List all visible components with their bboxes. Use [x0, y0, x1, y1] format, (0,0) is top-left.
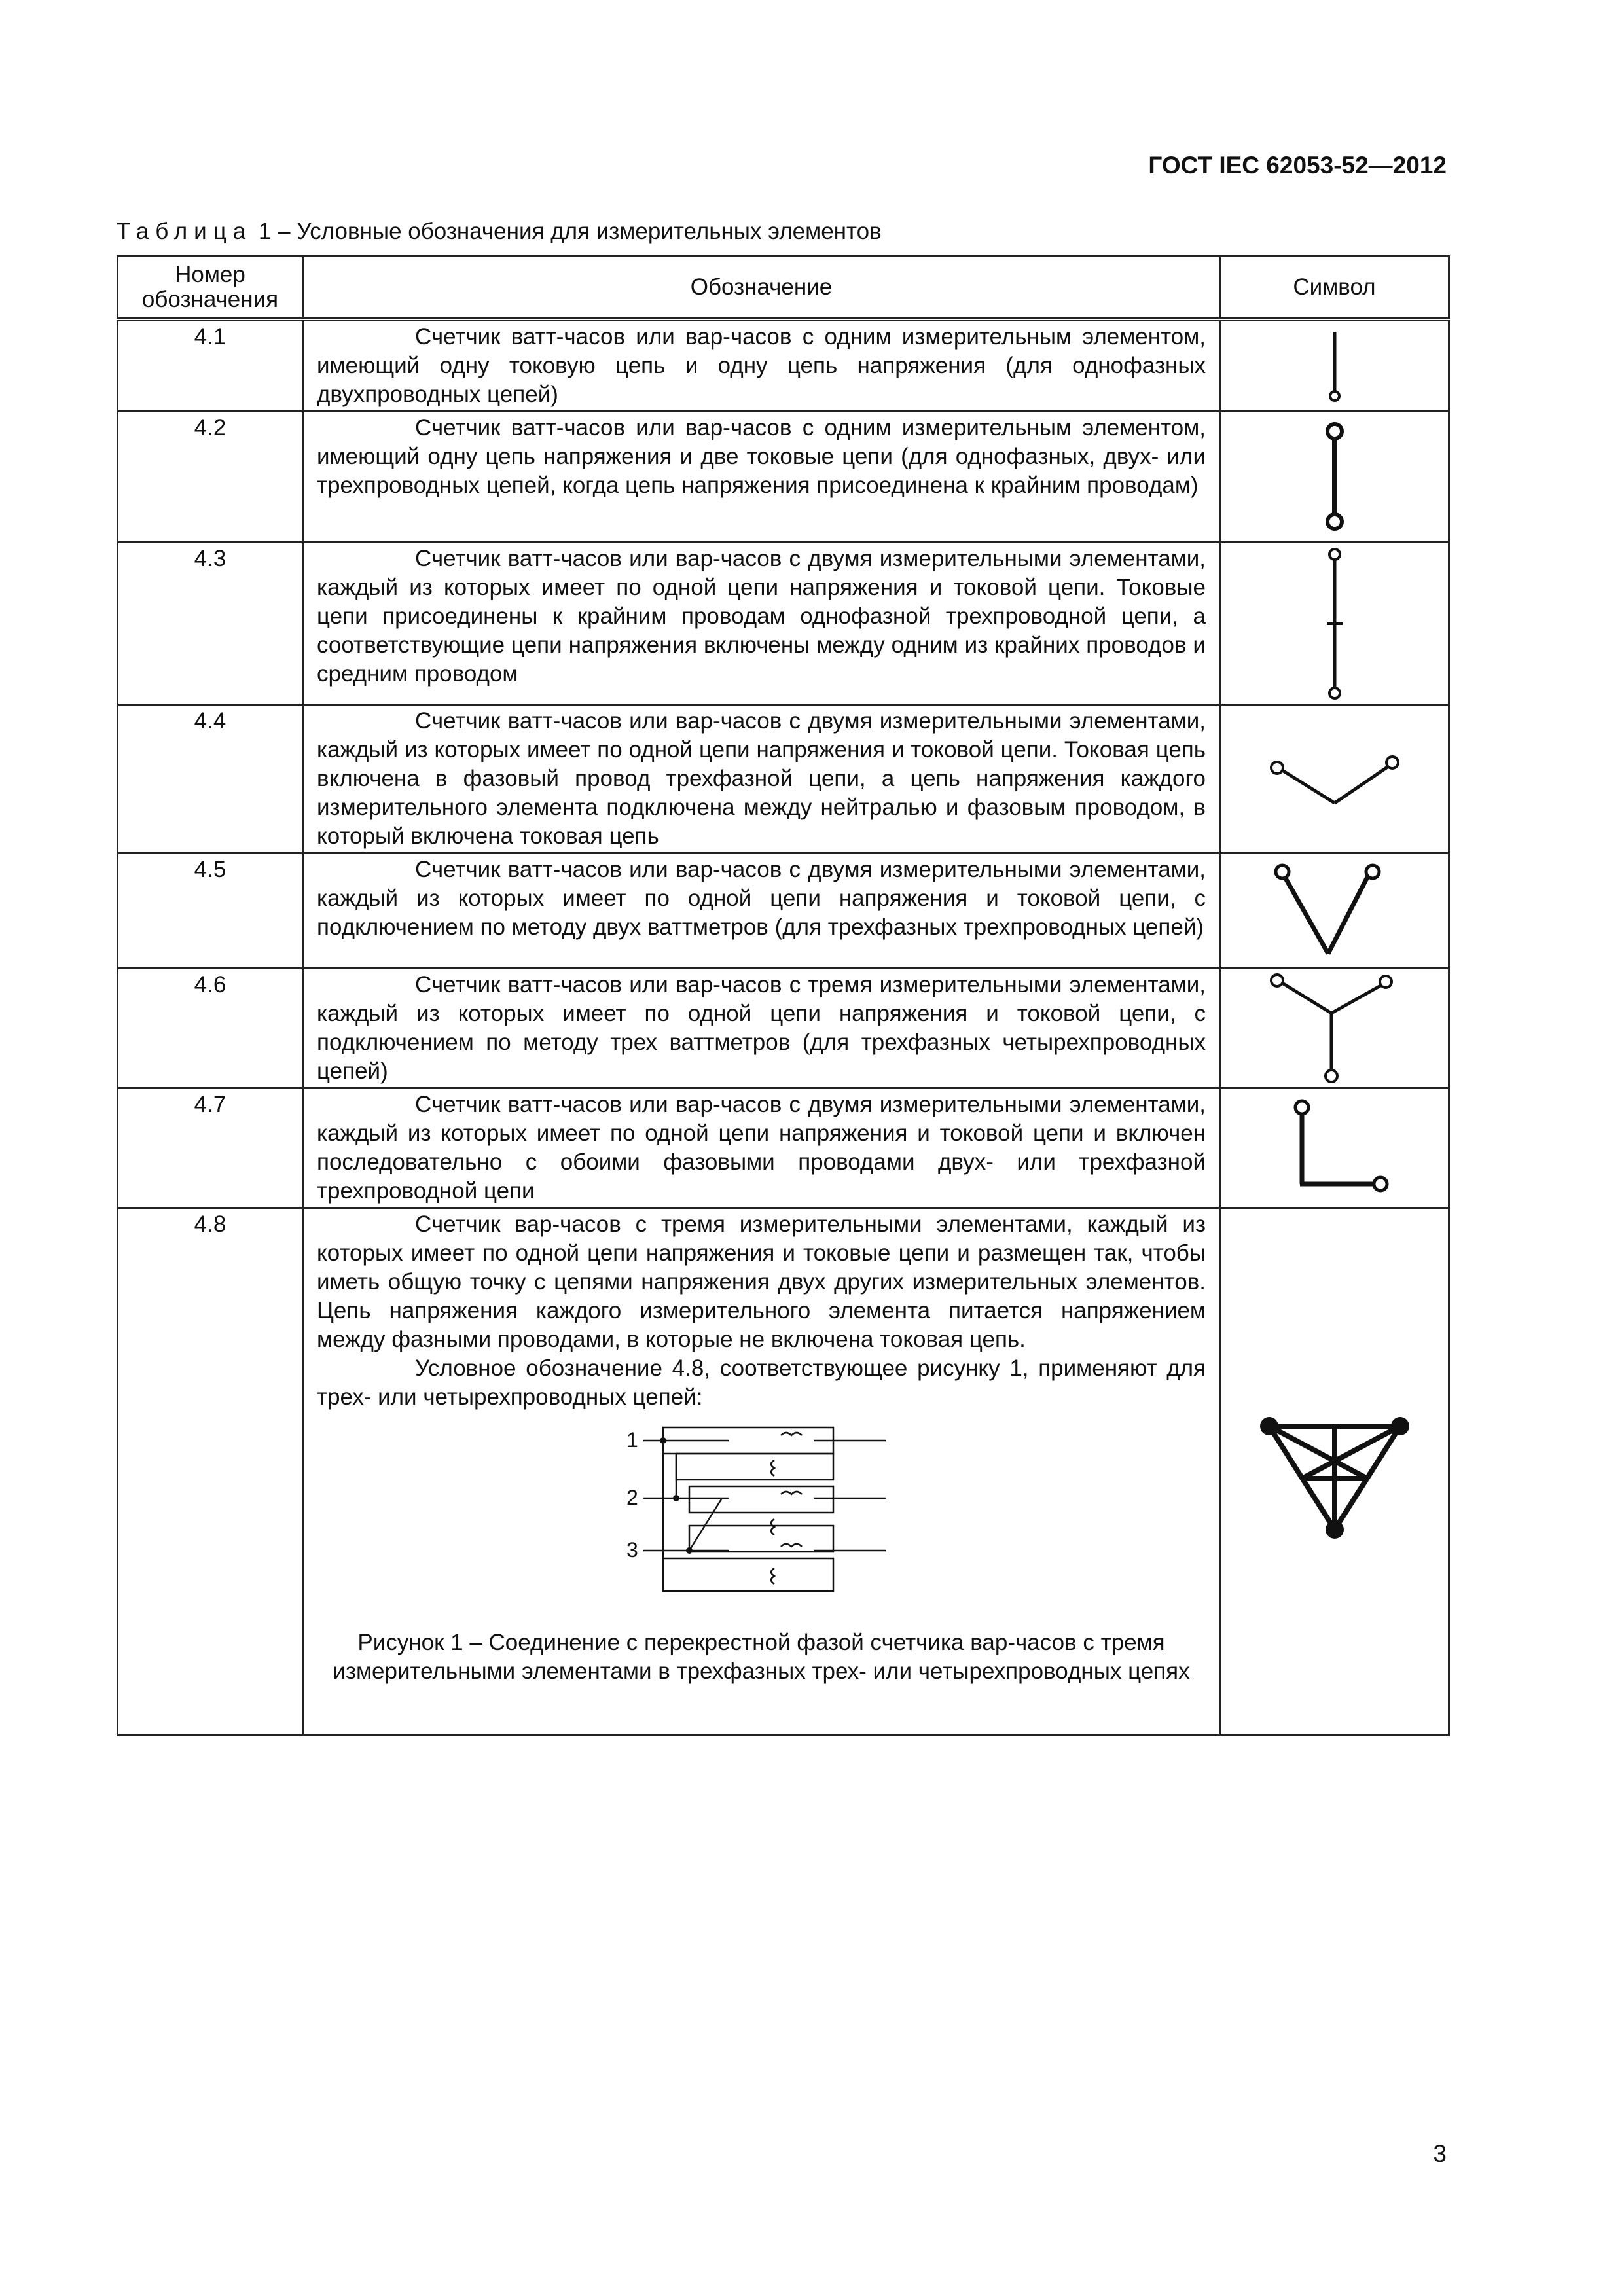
wide-v-icon — [1263, 743, 1407, 815]
table-caption — [117, 219, 882, 245]
figure-1 — [317, 1421, 1206, 1618]
table-caption-word: Таблица — [117, 219, 253, 244]
document-code: ГОСТ IEC 62053-52—2012 — [1148, 152, 1447, 179]
diagram-label-2: 2 — [626, 1486, 638, 1509]
figure-caption: Рисунок 1 – Соединение с перекрестной фазой счетчика вар-часов с тремя измерительными элементами в трехфазных трех- или четырехпроводных цепях — [333, 1630, 1190, 1684]
table-row — [118, 1208, 1449, 1736]
symbols-table — [117, 255, 1450, 1736]
column-header-symbol: Символ — [1220, 257, 1449, 320]
page-number: 3 — [1433, 2140, 1447, 2167]
table-row — [118, 319, 1449, 412]
table-row — [118, 1088, 1449, 1208]
column-header-number: Номер обозначения — [118, 257, 303, 320]
row-number: 4.5 — [118, 853, 303, 969]
table-header-row — [118, 257, 1449, 320]
row-description: Счетчик ватт-часов или вар-часов с двумя измерительными элементами, каждый из которых имеет по одной цепи напряжения и токовой цепи. Токовые цепи присоединены к крайним проводам однофазной трехпроводной цепи, а соответствующие цепи напряжения включены между одним из крайних проводов и средним проводом — [317, 546, 1206, 687]
cross-phase-connection-diagram — [624, 1421, 899, 1611]
row-description: Счетчик ватт-часов или вар-часов с тремя измерительными элементами, каждый из которых имеет по одной цепи напряжения и токовой цепи, с подключением по методу трех ваттметров (для трехфазных четырехпроводных цепей) — [317, 972, 1206, 1084]
table-row — [118, 543, 1449, 705]
diagram-label-1: 1 — [626, 1428, 638, 1452]
table-row — [118, 853, 1449, 969]
row-description-note: Условное обозначение 4.8, соответствующее рисунку 1, применяют для трех- или четырехпроводных цепей: — [317, 1355, 1206, 1410]
deep-v-icon — [1263, 859, 1407, 963]
line-large-circles-icon — [1312, 418, 1358, 536]
row-description: Счетчик ватт-часов или вар-часов с одним измерительным элементом, имеющий одну токовую цепь и одну цепь напряжения (для однофазных двухпроводных цепей) — [317, 324, 1206, 407]
diagram-label-3: 3 — [626, 1538, 638, 1562]
row-description: Счетчик ватт-часов или вар-часов с двумя измерительными элементами, каждый из которых имеет по одной цепи напряжения и токовой цепи. Токовая цепь включена в фазовый провод трехфазной цепи, а цепь напряжения каждого измерительного элемента подключена между нейтралью и фазовым проводом, в который включена токовая цепь — [317, 708, 1206, 849]
row-number: 4.2 — [118, 412, 303, 543]
l-shape-icon — [1269, 1096, 1400, 1200]
row-number: 4.4 — [118, 705, 303, 853]
triangle-star-icon — [1250, 1400, 1420, 1544]
table-caption-text: 1 – Условные обозначения для измерительных элементов — [252, 219, 882, 244]
line-small-circles-icon — [1315, 327, 1354, 405]
row-description: Счетчик ватт-часов или вар-часов с двумя измерительными элементами, каждый из которых имеет по одной цепи напряжения и токовой цепи, с подключением по методу двух ваттметров (для трехфазных трехпроводных цепей) — [317, 857, 1206, 940]
table-row — [118, 969, 1449, 1088]
y-shape-icon — [1263, 973, 1407, 1084]
row-number: 4.7 — [118, 1088, 303, 1208]
row-number: 4.6 — [118, 969, 303, 1088]
table-row — [118, 412, 1449, 543]
table-row — [118, 705, 1449, 853]
line-with-tick-icon — [1315, 547, 1354, 701]
row-number: 4.1 — [118, 319, 303, 412]
row-number: 4.3 — [118, 543, 303, 705]
column-header-designation: Обозначение — [303, 257, 1220, 320]
row-description: Счетчик ватт-часов или вар-часов с одним измерительным элементом, имеющий одну цепь напряжения и две токовые цепи (для однофазных, двух- или трехпроводных цепей, когда цепь напряжения присоединена к крайним проводам) — [317, 415, 1206, 498]
row-description: Счетчик ватт-часов или вар-часов с двумя измерительными элементами, каждый из которых имеет по одной цепи напряжения и токовой цепи и включен последовательно с обоими фазовыми проводами двух- или трехфазной трехпроводной цепи — [317, 1092, 1206, 1204]
row-number: 4.8 — [118, 1208, 303, 1736]
row-description: Счетчик вар-часов с тремя измерительными элементами, каждый из которых имеет по одной цепи напряжения и токовые цепи и размещен так, чтобы иметь общую точку с цепями напряжения двух других измерительных элементов. Цепь напряжения каждого измерительного элемента питается напряжением между фазными проводами, в которые не включена токовая цепь. — [317, 1211, 1206, 1352]
